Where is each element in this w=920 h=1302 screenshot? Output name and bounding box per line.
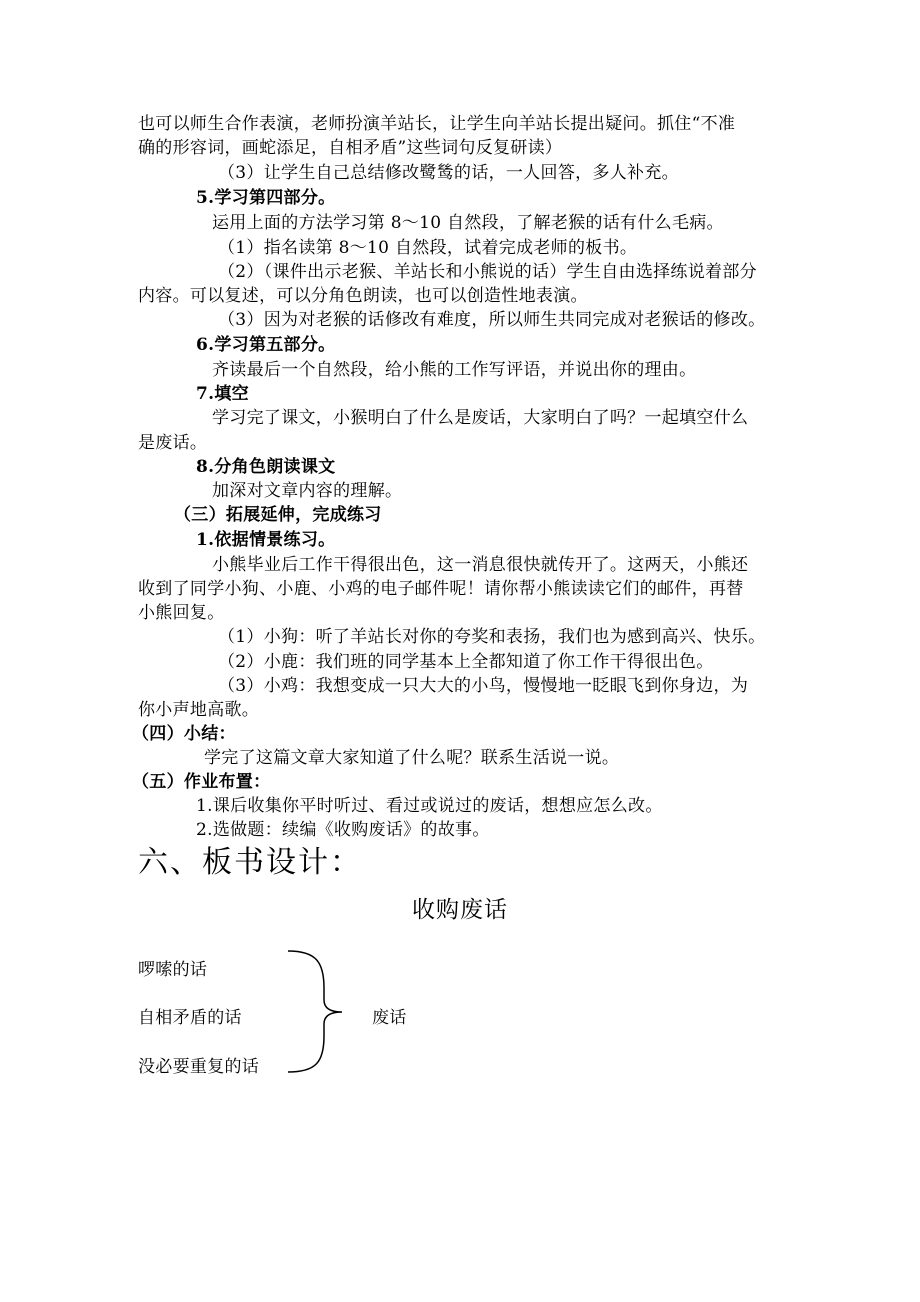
subheading: 5.学习第四部分。 bbox=[196, 188, 336, 208]
section-heading: （四）小结： bbox=[132, 724, 236, 744]
text-line: 1.课后收集你平时听过、看过或说过的废话，想想应怎么改。 bbox=[196, 796, 663, 816]
subheading: 1.依据情景练习。 bbox=[196, 530, 336, 550]
board-title: 收购废话 bbox=[412, 897, 508, 923]
subheading: 6.学习第五部分。 bbox=[196, 335, 336, 355]
text-line: （3）因为对老猴的话修改有难度，所以师生共同完成对老猴话的修改。 bbox=[218, 310, 766, 330]
section-heading: （五）作业布置： bbox=[132, 772, 271, 792]
board-design-heading: 六、板书设计： bbox=[138, 845, 362, 880]
subheading: 8.分角色朗读课文 bbox=[196, 457, 336, 477]
text-line: （1）小狗：听了羊站长对你的夸奖和表扬，我们也为感到高兴、快乐。 bbox=[218, 627, 766, 647]
text-line: （2）小鹿：我们班的同学基本上全都知道了你工作干得很出色。 bbox=[218, 652, 714, 672]
text-line: 也可以师生合作表演，老师扮演羊站长，让学生向羊站长提出疑问。抓住“不准 bbox=[138, 114, 736, 134]
right-brace bbox=[280, 948, 360, 1076]
text-line: 运用上面的方法学习第 8～10 自然段，了解老猴的话有什么毛病。 bbox=[212, 213, 724, 233]
text-line: （3）让学生自己总结修改鹭鸶的话，一人回答，多人补充。 bbox=[218, 163, 679, 183]
text-line: 内容。可以复述，可以分角色朗读，也可以创造性地表演。 bbox=[138, 286, 588, 306]
text-line: 收到了同学小狗、小鹿、小鸡的电子邮件呢！请你帮小熊读读它们的邮件，再替 bbox=[138, 579, 744, 599]
section-heading: （三）拓展延伸，完成练习 bbox=[174, 505, 382, 525]
text-line: 小熊回复。 bbox=[138, 603, 225, 623]
board-item: 自相矛盾的话 bbox=[138, 1008, 242, 1028]
text-line: （1）指名读第 8～10 自然段，试着完成老师的板书。 bbox=[218, 238, 638, 258]
text-line: 是废话。 bbox=[138, 433, 208, 453]
text-line: 学完了这篇文章大家知道了什么呢？联系生活说一说。 bbox=[204, 748, 620, 768]
board-item: 啰嗦的话 bbox=[138, 960, 208, 980]
board-item: 没必要重复的话 bbox=[138, 1057, 260, 1077]
text-line: 2.选做题：续编《收购废话》的故事。 bbox=[196, 820, 490, 840]
board-result: 废话 bbox=[372, 1008, 407, 1028]
text-line: （2）（课件出示老猴、羊站长和小熊说的话）学生自由选择练说着部分 bbox=[218, 262, 757, 282]
subheading: 7.填空 bbox=[196, 384, 249, 404]
text-line: 小熊毕业后工作干得很出色，这一消息很快就传开了。这两天，小熊还 bbox=[212, 555, 749, 575]
text-line: 加深对文章内容的理解。 bbox=[212, 481, 403, 501]
text-line: 齐读最后一个自然段，给小熊的工作写评语，并说出你的理由。 bbox=[212, 360, 697, 380]
text-line: 确的形容词，画蛇添足，自相矛盾”这些词句反复研读） bbox=[138, 138, 563, 158]
text-line: 学习完了课文，小猴明白了什么是废话，大家明白了吗？一起填空什么 bbox=[212, 408, 749, 428]
text-line: 你小声地高歌。 bbox=[138, 700, 260, 720]
text-line: （3）小鸡：我想变成一只大大的小鸟，慢慢地一眨眼飞到你身边，为 bbox=[218, 676, 749, 696]
